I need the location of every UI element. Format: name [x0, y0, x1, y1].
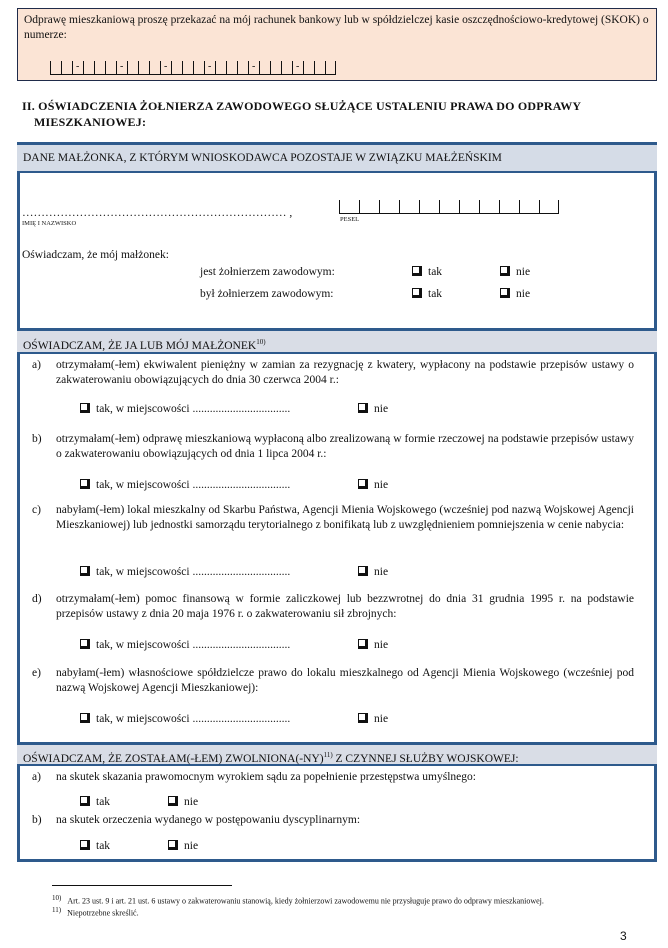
- option-nie[interactable]: [358, 566, 388, 578]
- checkbox-icon[interactable]: [358, 639, 368, 649]
- option-nie[interactable]: [358, 713, 388, 725]
- item-label: b): [32, 433, 42, 445]
- footnote-text: Niepotrzebne skreślić.: [67, 908, 139, 918]
- nie-label: nie: [184, 840, 199, 852]
- account-digit-cell[interactable]: [149, 61, 160, 75]
- spouse-name-label: IMIĘ I NAZWISKO: [22, 220, 77, 227]
- bank-account-instruction: Odprawę mieszkaniową proszę przekazać na mój rachunek bankowy lub w spółdzielczej kasie oszczędnościowo-kredytowej (SKOK) o numerze:: [24, 14, 649, 41]
- checkbox-icon[interactable]: [80, 403, 90, 413]
- account-digit-cell[interactable]: [72, 61, 83, 75]
- pesel-digit-cell[interactable]: [379, 200, 399, 214]
- checkbox-icon[interactable]: [358, 479, 368, 489]
- checkbox-icon[interactable]: [412, 266, 422, 276]
- pesel-digit-cell[interactable]: [499, 200, 519, 214]
- pesel-digit-cell[interactable]: [419, 200, 439, 214]
- page-number: 3: [620, 929, 627, 943]
- pesel-digit-cell[interactable]: [439, 200, 459, 214]
- declaration1-a-options: [80, 403, 389, 415]
- account-dash: -: [76, 61, 80, 72]
- option-tak-text: tak, w miejscowości ..................................: [96, 566, 291, 578]
- item-label: a): [32, 771, 41, 783]
- account-digit-cell[interactable]: [204, 61, 215, 75]
- tak-label: tak: [428, 266, 443, 278]
- pesel-digit-cell[interactable]: [459, 200, 479, 214]
- declaration2-b-tak[interactable]: [80, 840, 110, 852]
- declaration2-header-text-b: Z CZYNNEJ SŁUŻBY WOJSKOWEJ:: [332, 752, 519, 765]
- pesel-digit-cell[interactable]: [399, 200, 419, 214]
- item-label: b): [32, 814, 42, 826]
- account-digit-cell[interactable]: [248, 61, 259, 75]
- bank-account-number-field[interactable]: [50, 57, 336, 75]
- account-digit-cell[interactable]: [292, 61, 303, 75]
- checkbox-icon[interactable]: [168, 796, 178, 806]
- account-dash: -: [208, 61, 212, 72]
- item-text: otrzymałam(-łem) odprawę mieszkaniową wypłaconą albo zrealizowaną w formie rzeczowej na podstawie przepisów ustawy o zakwaterowaniu obowiązujących od dnia 1 lipca 2004 r.:: [56, 433, 634, 460]
- item-text: nabyłam(-łem) lokal mieszkalny od Skarbu Państwa, Agencji Mienia Wojskowego (wcześniej pod nazwą Wojskowej Agencji Mieszkaniowej) lub jednostki samorządu terytorialnego z bonifikatą lub z uwzględnieniem pomniejszenia w cenie nabycia:: [56, 504, 634, 531]
- footnote-ref-11: 11): [323, 751, 333, 759]
- option-tak[interactable]: [80, 566, 290, 578]
- tak-label: tak: [96, 840, 111, 852]
- declaration1-b-options: [80, 479, 389, 491]
- declaration2-header: [17, 742, 657, 766]
- account-digit-cell[interactable]: [314, 61, 325, 75]
- declaration2-header-text-a: OŚWIADCZAM, ŻE ZOSTAŁAM(-ŁEM) ZWOLNIONA(-NY): [23, 752, 324, 765]
- checkbox-icon[interactable]: [80, 840, 90, 850]
- account-digit-cell[interactable]: [270, 61, 281, 75]
- checkbox-icon[interactable]: [412, 288, 422, 298]
- account-digit-cell[interactable]: [138, 61, 149, 75]
- account-digit-cell[interactable]: [226, 61, 237, 75]
- item-text: otrzymałam(-łem) ekwiwalent pieniężny w zamian za rezygnację z kwatery, wypłacony na podstawie przepisów ustawy o zakwaterowaniu obowiązujących do dnia 30 czerwca 2004 r.:: [56, 359, 634, 386]
- account-digit-cell[interactable]: [160, 61, 171, 75]
- item-label: a): [32, 359, 41, 371]
- declaration2-item-a: [32, 770, 634, 785]
- section-title-line2: MIESZKANIOWEJ:: [34, 115, 147, 129]
- nie-label: nie: [184, 796, 199, 808]
- bank-account-box: [17, 8, 657, 81]
- checkbox-icon[interactable]: [80, 479, 90, 489]
- declaration1-header: [17, 328, 657, 354]
- account-digit-cell[interactable]: [237, 61, 248, 75]
- option-nie[interactable]: [358, 639, 388, 651]
- option-tak[interactable]: [80, 479, 290, 491]
- item-text: nabyłam(-łem) własnościowe spółdzielcze prawo do lokalu mieszkalnego od Agencji Mienia Wojskowego (wcześniej pod nazwą Wojskowej Agencji Mieszkaniowej):: [56, 667, 634, 694]
- footnote-num: 10): [52, 894, 62, 902]
- spouse-declare-text: Oświadczam, że mój małżonek:: [22, 249, 169, 261]
- nie-label: nie: [516, 288, 531, 300]
- item-label: d): [32, 593, 42, 605]
- account-digit-cell[interactable]: [127, 61, 138, 75]
- account-dash: -: [252, 61, 256, 72]
- pesel-digit-cell[interactable]: [359, 200, 379, 214]
- account-digit-cell[interactable]: [325, 61, 336, 75]
- option-tak-text: tak, w miejscowości ..................................: [96, 479, 291, 491]
- declaration2-a-nie[interactable]: [168, 796, 198, 808]
- declaration1-d-options: [80, 639, 389, 651]
- checkbox-icon[interactable]: [80, 796, 90, 806]
- pesel-digit-cell[interactable]: [539, 200, 559, 214]
- spouse-header-text: DANE MAŁŻONKA, Z KTÓRYM WNIOSKODAWCA POZOSTAJE W ZWIĄZKU MAŁŻEŃSKIM: [23, 152, 502, 164]
- pesel-digit-cell[interactable]: [339, 200, 359, 214]
- account-digit-cell[interactable]: [50, 61, 61, 75]
- option-tak-text: tak, w miejscowości ..................................: [96, 639, 291, 651]
- item-label: e): [32, 667, 41, 679]
- section-title: [22, 98, 642, 130]
- account-dash: -: [120, 61, 124, 72]
- declaration1-item-b: [32, 432, 634, 462]
- section-title-line1: OŚWIADCZENIA ŻOŁNIERZA ZAWODOWEGO SŁUŻĄCE USTALENIU PRAWA DO ODPRAWY: [38, 99, 582, 113]
- account-digit-cell[interactable]: [215, 61, 226, 75]
- declaration1-header-text: OŚWIADCZAM, ŻE JA LUB MÓJ MAŁŻONEK: [23, 339, 257, 352]
- declaration1-item-d: [32, 592, 634, 622]
- account-digit-cell[interactable]: [83, 61, 94, 75]
- spouse-q1: jest żołnierzem zawodowym:: [200, 266, 335, 278]
- spouse-q1-tak[interactable]: [412, 266, 442, 278]
- option-nie-text: nie: [374, 479, 389, 491]
- account-dash: -: [296, 61, 300, 72]
- nie-label: nie: [516, 266, 531, 278]
- declaration2-a-tak[interactable]: [80, 796, 110, 808]
- option-tak[interactable]: [80, 639, 290, 651]
- spouse-name-dots: …………………………………………………………… ,: [22, 207, 293, 219]
- account-digit-cell[interactable]: [193, 61, 204, 75]
- spouse-q2-tak[interactable]: [412, 288, 442, 300]
- account-digit-cell[interactable]: [259, 61, 270, 75]
- option-tak[interactable]: [80, 713, 290, 725]
- declaration2-item-b: [32, 813, 634, 828]
- checkbox-icon[interactable]: [500, 288, 510, 298]
- spouse-name-field[interactable]: [22, 207, 292, 219]
- account-digit-cell[interactable]: [171, 61, 182, 75]
- pesel-digit-cell[interactable]: [519, 200, 539, 214]
- item-label: c): [32, 504, 41, 516]
- account-digit-cell[interactable]: [116, 61, 127, 75]
- spouse-q1-nie[interactable]: [500, 266, 530, 278]
- checkbox-icon[interactable]: [80, 566, 90, 576]
- pesel-digit-cell[interactable]: [479, 200, 499, 214]
- item-text: na skutek orzeczenia wydanego w postępowaniu dyscyplinarnym:: [56, 814, 361, 826]
- declaration1-item-e: [32, 666, 634, 696]
- option-nie-text: nie: [374, 403, 389, 415]
- account-digit-cell[interactable]: [61, 61, 72, 75]
- declaration1-c-options: [80, 566, 389, 578]
- checkbox-icon[interactable]: [80, 639, 90, 649]
- section-number: II.: [22, 99, 35, 113]
- tak-label: tak: [96, 796, 111, 808]
- account-digit-cell[interactable]: [281, 61, 292, 75]
- option-tak-text: tak, w miejscowości ..................................: [96, 713, 291, 725]
- footnote-separator: [52, 885, 232, 886]
- item-text: otrzymałam(-łem) pomoc finansową w formie zaliczkowej lub bezzwrotnej do dnia 31 grudnia 1995 r. na podstawie przepisów ustawy z dnia 20 maja 1976 r. o zakwaterowaniu sił zbrojnych:: [56, 593, 634, 620]
- option-tak[interactable]: [80, 403, 290, 415]
- tak-label: tak: [428, 288, 443, 300]
- option-nie-text: nie: [374, 639, 389, 651]
- declaration1-item-a: [32, 358, 634, 388]
- account-dash: -: [164, 61, 168, 72]
- account-digit-cell[interactable]: [94, 61, 105, 75]
- footnote-11: [52, 905, 139, 919]
- spouse-q2: był żołnierzem zawodowym:: [200, 288, 334, 300]
- footnote-num: 11): [52, 906, 62, 914]
- checkbox-icon[interactable]: [358, 566, 368, 576]
- item-text: na skutek skazania prawomocnym wyrokiem sądu za popełnienie przestępstwa umyślnego:: [56, 771, 476, 783]
- option-nie[interactable]: [358, 403, 388, 415]
- declaration2-b-nie[interactable]: [168, 840, 198, 852]
- checkbox-icon[interactable]: [358, 713, 368, 723]
- spouse-header: [17, 142, 657, 173]
- checkbox-icon[interactable]: [358, 403, 368, 413]
- footnote-ref-10: 10): [256, 338, 266, 346]
- option-nie-text: nie: [374, 713, 389, 725]
- checkbox-icon[interactable]: [500, 266, 510, 276]
- account-digit-cell[interactable]: [303, 61, 314, 75]
- pesel-label: PESEL: [340, 216, 360, 223]
- account-digit-cell[interactable]: [182, 61, 193, 75]
- account-digit-cell[interactable]: [105, 61, 116, 75]
- declaration1-item-c: [32, 503, 634, 533]
- spouse-q2-nie[interactable]: [500, 288, 530, 300]
- checkbox-icon[interactable]: [80, 713, 90, 723]
- option-nie-text: nie: [374, 566, 389, 578]
- footnote-text: Art. 23 ust. 9 i art. 21 ust. 6 ustawy o zakwaterowaniu stanowią, kiedy żołnierzowi zawodowemu nie przysługuje prawo do odprawy mieszkaniowej.: [67, 896, 544, 906]
- option-nie[interactable]: [358, 479, 388, 491]
- declaration1-e-options: [80, 713, 389, 725]
- option-tak-text: tak, w miejscowości ..................................: [96, 403, 291, 415]
- pesel-field[interactable]: [339, 200, 559, 214]
- checkbox-icon[interactable]: [168, 840, 178, 850]
